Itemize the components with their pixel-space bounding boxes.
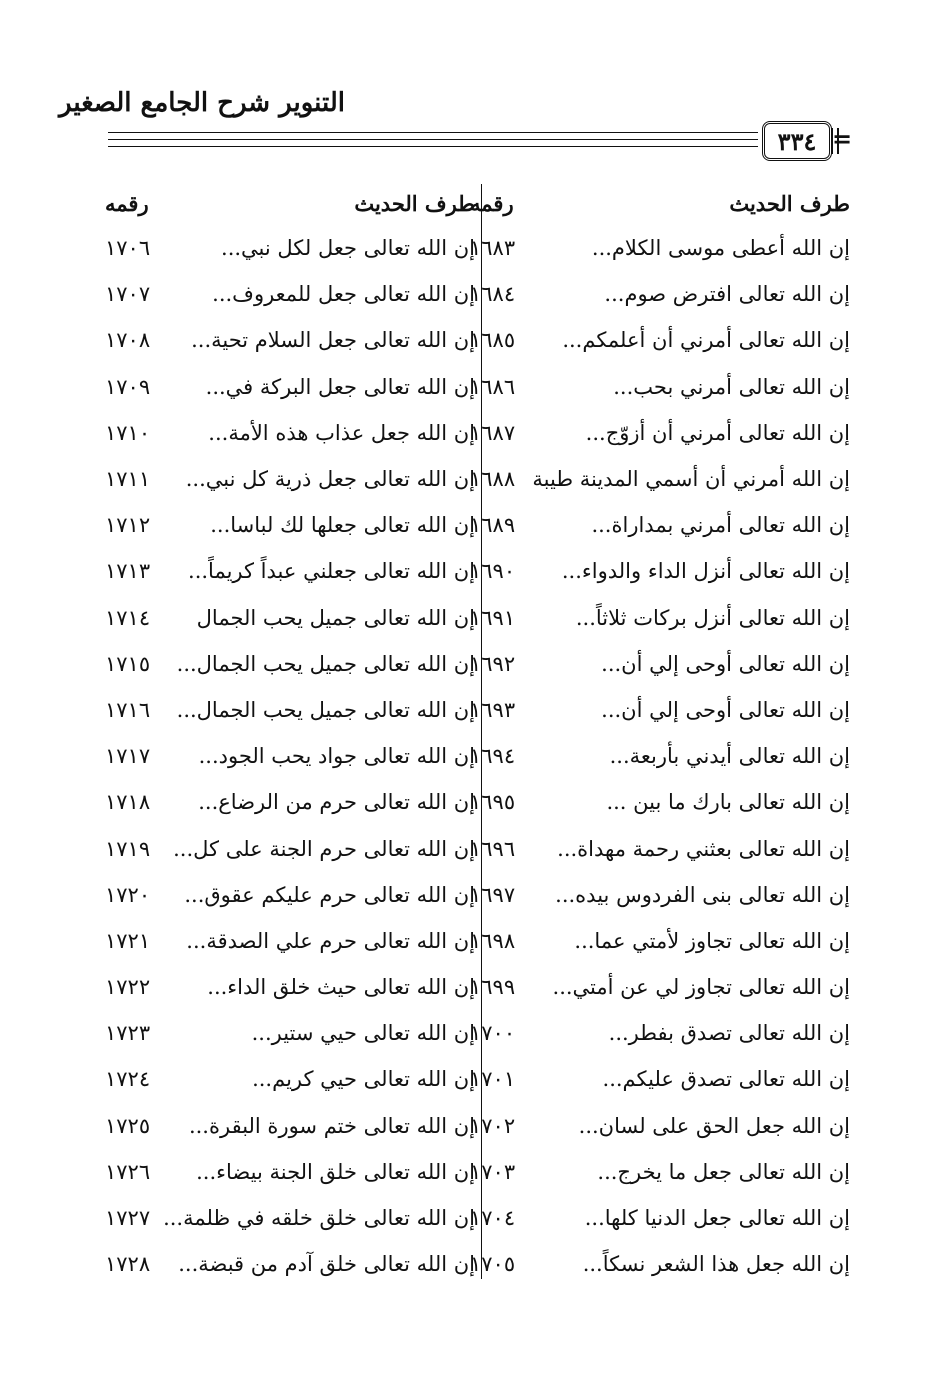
index-entry: [470, 872, 850, 918]
index-column-right: [470, 184, 850, 1287]
hadith-title: إن الله تعالى حرم علي الصدقة...: [186, 928, 475, 953]
index-entry: [105, 1103, 475, 1149]
hadith-number: ١٧٠٣: [470, 1159, 516, 1184]
hadith-number: ١٦٩٧: [470, 882, 516, 907]
hadith-number: ١٧٠٨: [105, 328, 151, 353]
hadith-title: إن الله جعل هذا الشعر نسكاً...: [582, 1252, 850, 1277]
index-entry: [105, 410, 475, 456]
index-entry: [470, 964, 850, 1010]
hadith-title: إن الله تعالى تجاوز لي عن أمتي...: [552, 975, 850, 1000]
hadith-number: ١٧١٩: [105, 836, 151, 861]
hadith-title: إن الله تعالى جواد يحب الجود...: [198, 744, 475, 769]
index-entry: [105, 641, 475, 687]
index-entry: [105, 733, 475, 779]
index-entry: [105, 595, 475, 641]
index-entry: [470, 271, 850, 317]
index-entry: [105, 502, 475, 548]
hadith-title: إن الله تعالى أمرني أن أعلمكم...: [562, 328, 850, 353]
hadith-title: إن الله تعالى جميل يحب الجمال...: [176, 697, 475, 722]
hadith-title: إن الله تعالى خلق الجنة بيضاء...: [196, 1159, 475, 1184]
index-entry: [470, 595, 850, 641]
hadith-title: إن الله تعالى أمرني بحب...: [613, 374, 850, 399]
index-entry: [105, 964, 475, 1010]
hadith-number: ١٧٢٧: [105, 1206, 151, 1231]
hadith-number: ١٧١٣: [105, 559, 151, 584]
page-header: [0, 0, 950, 170]
hadith-number: ١٦٩٩: [470, 975, 516, 1000]
hadith-title: إن الله تعالى بعثني رحمة مهداة...: [557, 836, 850, 861]
index-entry: [470, 1149, 850, 1195]
hadith-number: ١٧٠٦: [105, 236, 151, 261]
hadith-title: إن الله تعالى أنزل بركات ثلاثاً...: [575, 605, 850, 630]
hadith-number: ١٧١٧: [105, 744, 151, 769]
hadith-title: إن الله تعالى جعل الدنيا كلها...: [584, 1206, 850, 1231]
hadith-number: ١٧٢٨: [105, 1252, 151, 1277]
hadith-title: إن الله تعالى جعلني عبداً كريماً...: [188, 559, 475, 584]
index-entry: [105, 548, 475, 594]
hadith-number: ١٦٨٣: [470, 236, 516, 261]
index-entry: [470, 317, 850, 363]
index-entry: [105, 779, 475, 825]
index-entry: [105, 1010, 475, 1056]
hadith-number: ١٧٢٥: [105, 1113, 151, 1138]
hadith-title: إن الله تعالى أمرني بمداراة...: [591, 513, 850, 538]
hadith-number: ١٧٢٠: [105, 882, 151, 907]
index-entry: [470, 410, 850, 456]
hadith-number: ١٧٠٤: [470, 1206, 516, 1231]
hadith-number: ١٧١٨: [105, 790, 151, 815]
hadith-number: ١٧٠٢: [470, 1113, 516, 1138]
hadith-number: ١٧١٤: [105, 605, 151, 630]
index-entry: [470, 733, 850, 779]
hadith-title: إن الله تعالى حرم الجنة على كل...: [173, 836, 475, 861]
hadith-title: إن الله تعالى تصدق بفطر...: [608, 1021, 850, 1046]
header-rule: [108, 146, 758, 147]
hadith-number: ١٦٨٧: [470, 420, 516, 445]
hadith-title: إن الله تعالى حيي كريم...: [252, 1067, 475, 1092]
number-column-label: رقمه: [105, 190, 149, 216]
index-entry: [105, 456, 475, 502]
hadith-number: ١٧٠٧: [105, 282, 151, 307]
hadith-title: إن الله جعل عذاب هذه الأمة...: [208, 420, 475, 445]
hadith-title: إن الله تعالى تجاوز لأمتي عما...: [574, 928, 850, 953]
index-entry: [470, 687, 850, 733]
hadith-number: ١٧٢٣: [105, 1021, 151, 1046]
hadith-title: إن الله تعالى جعل البركة في...: [205, 374, 475, 399]
hadith-number: ١٧٢١: [105, 928, 151, 953]
title-column-label: طرف الحديث: [729, 190, 850, 216]
hadith-title: إن الله تعالى حرم عليكم عقوق...: [184, 882, 475, 907]
header-rule: [108, 139, 758, 140]
hadith-title: إن الله تعالى خلق خلقه في ظلمة...: [163, 1206, 475, 1231]
index-entry: [105, 1241, 475, 1287]
index-entry: [470, 1103, 850, 1149]
index-entry: [105, 687, 475, 733]
hadith-number: ١٧٢٦: [105, 1159, 151, 1184]
index-entry: [105, 364, 475, 410]
hadith-title: إن الله تعالى جميل يحب الجمال...: [176, 651, 475, 676]
hadith-title: إن الله أمرني أن أسمي المدينة طيبة: [532, 467, 850, 492]
hadith-title: إن الله أعطى موسى الكلام...: [591, 236, 850, 261]
index-entry: [470, 548, 850, 594]
column-header: [105, 184, 475, 222]
index-entry: [470, 825, 850, 871]
hadith-number: ١٧١٦: [105, 697, 151, 722]
hadith-number: ١٧٢٢: [105, 975, 151, 1000]
index-entry: [470, 1241, 850, 1287]
hadith-title: إن الله تعالى افترض صوم...: [604, 282, 850, 307]
hadith-title: إن الله تعالى جعلها لك لباسا...: [210, 513, 475, 538]
hadith-title: إن الله تعالى ختم سورة البقرة...: [188, 1113, 475, 1138]
hadith-number: ١٦٩١: [470, 605, 516, 630]
index-entry: [105, 225, 475, 271]
hadith-title: إن الله تعالى أوحى إلي أن...: [601, 651, 850, 676]
hadith-title: إن الله تعالى جعل ما يخرج...: [597, 1159, 850, 1184]
index-entry: [105, 825, 475, 871]
hadith-title: إن الله تعالى أوحى إلي أن...: [601, 697, 850, 722]
hadith-number: ١٧١١: [105, 467, 151, 492]
hadith-title: إن الله تعالى جعل لكل نبي...: [221, 236, 475, 261]
index-column-left: [105, 184, 475, 1287]
hadith-title: إن الله تعالى خلق آدم من قبضة...: [178, 1252, 475, 1277]
hadith-number: ١٦٩٨: [470, 928, 516, 953]
hadith-number: ١٦٨٤: [470, 282, 516, 307]
index-entry: [470, 502, 850, 548]
page-number: ٣٣٤: [762, 121, 832, 161]
hadith-title: إن الله تعالى جعل السلام تحية...: [191, 328, 475, 353]
hadith-number: ١٦٩٤: [470, 744, 516, 769]
hadith-title: إن الله تعالى بنى الفردوس بيده...: [555, 882, 850, 907]
hadith-number: ١٧١٢: [105, 513, 151, 538]
hadith-number: ١٧٠١: [470, 1067, 516, 1092]
index-entry: [470, 456, 850, 502]
index-entry: [470, 779, 850, 825]
hadith-number: ١٧١٠: [105, 420, 151, 445]
hadith-title: إن الله تعالى جميل يحب الجمال: [196, 605, 475, 630]
title-column-label: طرف الحديث: [354, 190, 475, 216]
hadith-title: إن الله تعالى بارك ما بين ...: [606, 790, 850, 815]
index-entry: [105, 1149, 475, 1195]
hadith-number: ١٦٩٣: [470, 697, 516, 722]
index-entry: [470, 641, 850, 687]
hadith-number: ١٧٠٩: [105, 374, 151, 399]
index-entry: [470, 225, 850, 271]
edge-mark: =: [832, 124, 853, 153]
hadith-title: إن الله تعالى أنزل الداء والدواء...: [561, 559, 850, 584]
hadith-title: إن الله تعالى تصدق عليكم...: [602, 1067, 850, 1092]
hadith-number: ١٧٠٠: [470, 1021, 516, 1046]
hadith-number: ١٧٢٤: [105, 1067, 151, 1092]
hadith-number: ١٧٠٥: [470, 1252, 516, 1277]
hadith-number: ١٦٩٥: [470, 790, 516, 815]
hadith-number: ١٦٩٦: [470, 836, 516, 861]
index-entry: [105, 872, 475, 918]
header-rule: [108, 132, 758, 133]
hadith-number: ١٦٨٦: [470, 374, 516, 399]
hadith-number: ١٦٩٢: [470, 651, 516, 676]
hadith-number: ١٦٨٨: [470, 467, 516, 492]
hadith-title: إن الله جعل الحق على لسان...: [578, 1113, 850, 1138]
index-entry: [470, 364, 850, 410]
column-header: [470, 184, 850, 222]
hadith-number: ١٦٨٥: [470, 328, 516, 353]
book-title: التنوير شرح الجامع الصغير: [59, 88, 345, 118]
index-entry: [105, 271, 475, 317]
index-entry: [470, 1056, 850, 1102]
index-entry: [470, 1195, 850, 1241]
index-entry: [470, 1010, 850, 1056]
index-entry: [105, 1056, 475, 1102]
index-entry: [105, 918, 475, 964]
index-entry: [105, 317, 475, 363]
index-entry: [105, 1195, 475, 1241]
hadith-title: إن الله تعالى أمرني أن أزوّج...: [585, 420, 850, 445]
hadith-title: إن الله تعالى حيث خلق الداء...: [207, 975, 475, 1000]
index-entry: [470, 918, 850, 964]
number-column-label: رقمه: [470, 190, 514, 216]
hadith-title: إن الله تعالى جعل للمعروف...: [212, 282, 475, 307]
hadith-title: إن الله تعالى جعل ذرية كل نبي...: [185, 467, 475, 492]
hadith-number: ١٧١٥: [105, 651, 151, 676]
hadith-title: إن الله تعالى أيدني بأربعة...: [609, 744, 850, 769]
hadith-title: إن الله تعالى حيي ستير...: [251, 1021, 475, 1046]
hadith-title: إن الله تعالى حرم من الرضاع...: [198, 790, 475, 815]
hadith-number: ١٦٩٠: [470, 559, 516, 584]
hadith-number: ١٦٨٩: [470, 513, 516, 538]
